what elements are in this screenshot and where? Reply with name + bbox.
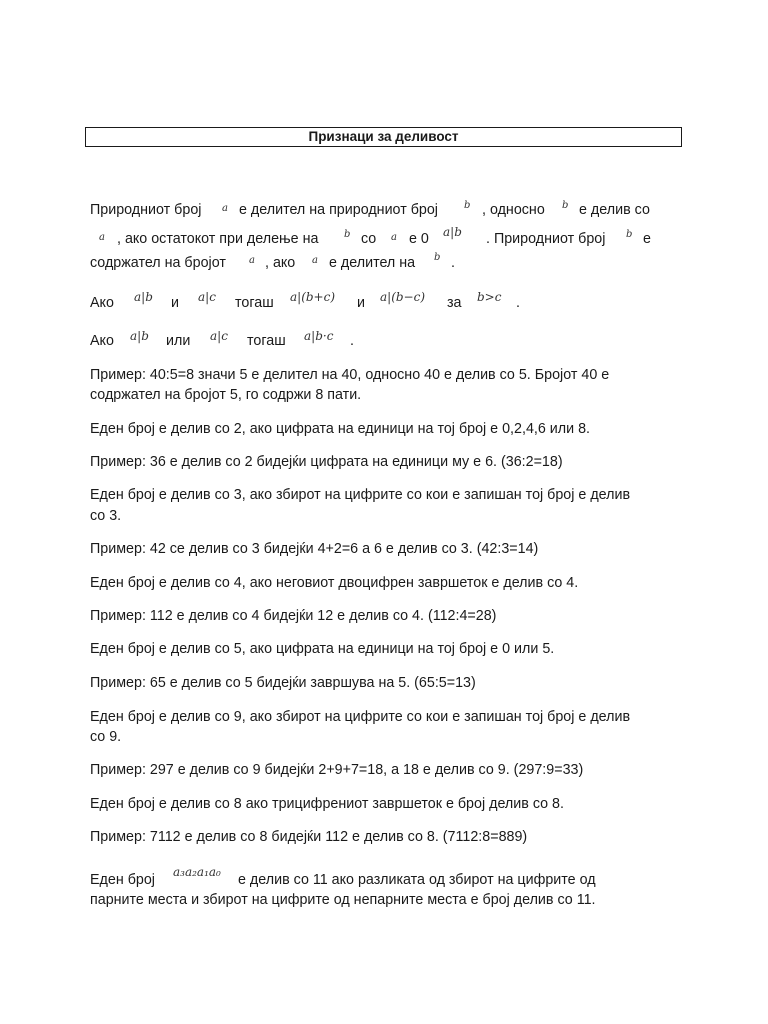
math-a: a [312,255,318,266]
paragraph-line: Пример: 112 е делив со 4 бидејќи 12 е делив со 4. (112:4=28) [90,608,497,624]
paragraph-line: Пример: 297 е делив со 9 бидејќи 2+9+7=18, а 18 е делив со 9. (297:9=33) [90,762,584,778]
intro-text: Природниот број [90,202,202,218]
paragraph-line: Пример: 40:5=8 значи 5 е делител на 40, односно 40 е делив со 5. Бројот 40 е [90,367,610,383]
paragraph-line: Пример: 7112 е делив со 8 бидејќи 112 е делив со 8. (7112:8=889) [90,829,528,845]
rule-text: и [171,295,179,311]
paragraph-line: Еден број е делив со 3, ако збирот на цифрите со кои е запишан тој број е делив [90,487,631,503]
paragraph-line: Еден број е делив со 9, ако збирот на цифрите со кои е запишан тој број е делив [90,709,631,725]
intro-text: е делител на природниот број [239,202,438,218]
math-a-divides-bc: a|b·c [304,329,334,343]
intro-text: , односно [482,202,545,218]
rule-text: Ако [90,295,114,311]
intro-text: , ако [265,255,296,271]
intro-text: содржател на бројот [90,255,226,271]
math-a: a [249,255,255,266]
intro-text: е делив со [579,202,650,218]
math-b: b [464,200,471,211]
paragraph-line: Пример: 42 се делив со 3 бидејќи 4+2=6 а 6 е делив со 3. (42:3=14) [90,541,539,557]
math-digits: a₃a₂a₁a₀ [173,865,221,879]
math-b: b [344,229,351,240]
math-b: b [434,252,441,263]
intro-text: со [361,231,377,247]
math-a-divides-b-minus-c: a|(b−c) [380,290,426,304]
rule-text: за [447,295,462,311]
intro-text: . [451,255,455,271]
rule-text: Ако [90,333,114,349]
page-title: Признаци за деливост [85,127,682,147]
paragraph-text: е делив со 11 ако разликата од збирот на цифрите од [238,872,596,888]
intro-text: е делител на [329,255,416,271]
math-a-divides-b: a|b [130,329,149,343]
paragraph-line: Еден број е делив со 8 ако трицифрениот завршеток е број делив со 8. [90,796,564,812]
paragraph-line: со 9. [90,729,122,745]
math-a-divides-b: a|b [443,225,462,239]
paragraph-line: Пример: 36 е делив со 2 бидејќи цифрата на единици му е 6. (36:2=18) [90,454,563,470]
paragraph-line: Еден број е делив со 4, ако неговиот двоцифрен завршеток е делив со 4. [90,575,579,591]
paragraph-line: Еден број е делив со 2, ако цифрата на единици на тој број е 0,2,4,6 или 8. [90,421,591,437]
paragraph-line: содржател на бројот 5, го содржи 8 пати. [90,387,362,403]
math-a-divides-c: a|c [198,290,216,304]
intro-text: . Природниот број [486,231,606,247]
paragraph-line: Пример: 65 е делив со 5 бидејќи завршува на 5. (65:5=13) [90,675,476,691]
paragraph-line: парните места и збирот на цифрите од непарните места е број делив со 11. [90,892,596,908]
math-a: a [99,232,105,243]
rule-text: или [166,333,191,349]
math-a: a [391,232,397,243]
rule-text: . [350,333,354,349]
math-b-gt-c: b>c [477,290,502,304]
intro-text: е 0 [409,231,429,247]
math-a-divides-c: a|c [210,329,228,343]
paragraph-line: Еден број е делив со 5, ако цифрата на единици на тој број е 0 или 5. [90,641,555,657]
math-a-divides-b-plus-c: a|(b+c) [290,290,336,304]
math-b: b [562,200,569,211]
math-a: a [222,203,228,214]
rule-text: тогаш [247,333,286,349]
paragraph-text: Еден број [90,872,155,888]
rule-text: . [516,295,520,311]
intro-text: , ако остатокот при делење на [117,231,319,247]
math-a-divides-b: a|b [134,290,153,304]
rule-text: тогаш [235,295,274,311]
paragraph-line: со 3. [90,508,122,524]
math-b: b [626,229,633,240]
intro-text: е [643,231,651,247]
rule-text: и [357,295,365,311]
